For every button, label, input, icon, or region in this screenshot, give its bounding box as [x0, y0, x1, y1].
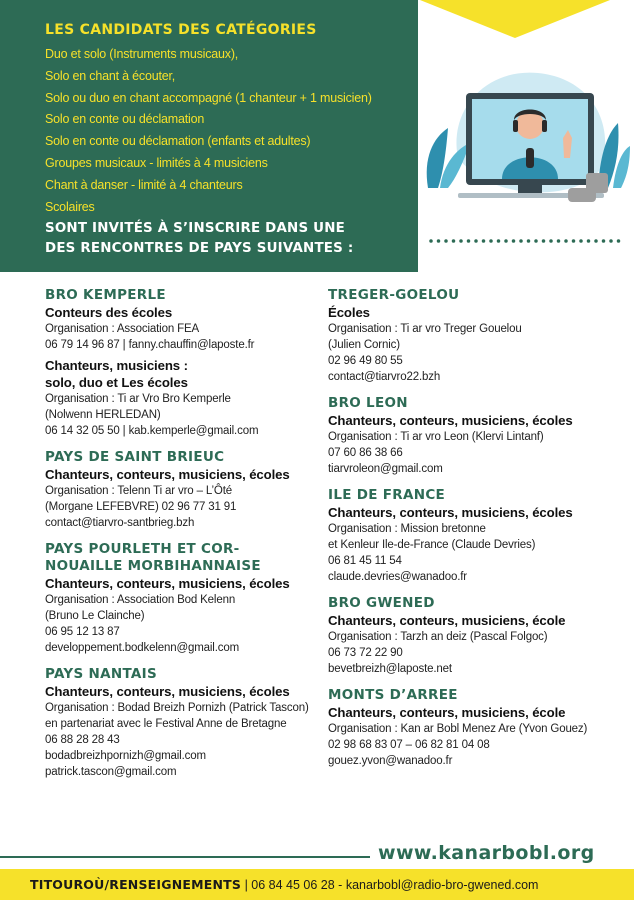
category-heading: Chanteurs, conteurs, musiciens, écoles — [45, 684, 290, 699]
region-block-kemperle — [45, 287, 305, 439]
org-line: (Bruno Le Clainche) — [45, 610, 145, 622]
contact-line: bevetbreizh@laposte.net — [328, 663, 452, 675]
region-block-treger — [328, 287, 618, 385]
contact-line: contact@tiarvro22.bzh — [328, 371, 441, 383]
org-line: Organisation : Tarzh an deiz (Pascal Folgoc) — [328, 631, 548, 643]
contact-line: 06 88 28 28 43 — [45, 734, 120, 746]
invite-line: DES RENCONTRES DE PAYS SUIVANTES : — [45, 241, 354, 257]
region-title: ILE DE FRANCE — [328, 487, 446, 503]
org-line: et Kenleur Ile-de-France (Claude Devries) — [328, 539, 536, 551]
org-line: Organisation : Kan ar Bobl Menez Are (Yvon Gouez) — [328, 723, 588, 735]
category-item: Solo en conte ou déclamation (enfants et adultes) — [45, 134, 311, 149]
contact-line: 02 98 68 83 07 – 06 82 81 04 08 — [328, 739, 490, 751]
contact-line: bodadbreizhpornizh@gmail.com — [45, 750, 206, 762]
region-block-gwened — [328, 595, 618, 677]
region-title: TREGER-GOELOU — [328, 287, 460, 303]
footer-bar — [0, 869, 634, 900]
dotted-separator — [428, 238, 628, 244]
region-title: BRO LEON — [328, 395, 408, 411]
contact-line: 02 96 49 80 55 — [328, 355, 403, 367]
yellow-triangle-decoration — [420, 0, 610, 38]
contact-line: 06 79 14 96 87 | fanny.chauffin@laposte.fr — [45, 339, 255, 351]
org-line: (Julien Cornic) — [328, 339, 400, 351]
contact-line: patrick.tascon@gmail.com — [45, 766, 177, 778]
category-heading: Chanteurs, conteurs, musiciens, école — [328, 613, 566, 628]
left-column — [45, 287, 309, 790]
region-title: NOUAILLE MORBIHANNAISE — [45, 558, 261, 574]
region-block-leon — [328, 395, 618, 477]
categories-title: LES CANDIDATS DES CATÉGORIES — [45, 22, 317, 38]
footer-label: TITOUROÙ/RENSEIGNEMENTS — [30, 877, 242, 892]
contact-line: 06 81 45 11 54 — [328, 555, 402, 567]
region-block-saint-brieuc — [45, 449, 305, 531]
contact-line: 06 95 12 13 87 — [45, 626, 120, 638]
region-title: PAYS DE SAINT BRIEUC — [45, 449, 225, 465]
region-block-nantais — [45, 666, 309, 780]
region-title: PAYS NANTAIS — [45, 666, 158, 682]
region-block-ile-de-france — [328, 487, 618, 585]
person-video-call-illustration — [418, 38, 634, 218]
footer-divider — [0, 856, 370, 858]
invite-line: SONT INVITÉS À S’INSCRIRE DANS UNE — [45, 221, 346, 237]
category-heading: Chanteurs, conteurs, musiciens, écoles — [328, 505, 573, 520]
category-item: Groupes musicaux - limités à 4 musiciens — [45, 155, 268, 170]
region-block-pourleth — [45, 541, 305, 656]
org-line: Organisation : Association Bod Kelenn — [45, 594, 236, 606]
category-item: Solo en conte ou déclamation — [45, 112, 205, 127]
org-line: Organisation : Association FEA — [45, 323, 200, 335]
org-line: Organisation : Telenn Ti ar vro – L’Ôté — [45, 485, 232, 497]
categories-list — [45, 44, 418, 218]
contact-line: gouez.yvon@wanadoo.fr — [328, 755, 453, 767]
contact-line: (Morgane LEFEBVRE) 02 96 77 31 91 — [45, 501, 237, 513]
org-line: Organisation : Ti ar vro Leon (Klervi Lintanf) — [328, 431, 544, 443]
category-item: Duo et solo (Instruments musicaux), — [45, 47, 239, 61]
website-link[interactable]: www.kanarbobl.org — [378, 842, 595, 864]
category-item: Scolaires — [45, 199, 95, 214]
category-heading: Chanteurs, conteurs, musiciens, écoles — [328, 413, 573, 428]
region-title: BRO GWENED — [328, 595, 435, 611]
category-item: Solo ou duo en chant accompagné (1 chanteur + 1 musicien) — [45, 90, 372, 105]
org-line: (Nolwenn HERLEDAN) — [45, 409, 161, 421]
org-line: Organisation : Bodad Breizh Pornizh (Patrick Tascon) — [45, 702, 309, 714]
invite-heading — [45, 219, 418, 259]
contact-line: 06 73 72 22 90 — [328, 647, 403, 659]
category-heading: Chanteurs, musiciens : — [45, 358, 188, 373]
category-heading: Chanteurs, conteurs, musiciens, écoles — [45, 467, 290, 482]
contact-line: claude.devries@wanadoo.fr — [328, 571, 467, 583]
contact-line: contact@tiarvro-santbrieg.bzh — [45, 517, 195, 529]
contact-line: tiarvroleon@gmail.com — [328, 463, 443, 475]
category-heading: Chanteurs, conteurs, musiciens, école — [328, 705, 566, 720]
category-item: Chant à danser - limité à 4 chanteurs — [45, 177, 243, 192]
category-heading: solo, duo et Les écoles — [45, 375, 188, 390]
region-title: BRO KEMPERLE — [45, 287, 166, 303]
contact-line: developpement.bodkelenn@gmail.com — [45, 642, 240, 654]
org-line: en partenariat avec le Festival Anne de Bretagne — [45, 718, 287, 730]
contact-line: 06 14 32 05 50 | kab.kemperle@gmail.com — [45, 425, 259, 437]
contact-line: 07 60 86 38 66 — [328, 447, 403, 459]
org-line: Organisation : Ti ar vro Treger Gouelou — [328, 323, 522, 335]
org-line: Organisation : Ti ar Vro Bro Kemperle — [45, 393, 231, 405]
footer-contact: | 06 84 45 06 28 - kanarbobl@radio-bro-gwened.com — [241, 878, 539, 892]
category-heading: Écoles — [328, 305, 370, 320]
region-block-arree — [328, 687, 618, 769]
region-title: MONTS D’ARREE — [328, 687, 458, 703]
category-heading: Chanteurs, conteurs, musiciens, écoles — [45, 576, 290, 591]
org-line: Organisation : Mission bretonne — [328, 523, 486, 535]
categories-panel — [0, 0, 418, 272]
category-heading: Conteurs des écoles — [45, 305, 173, 320]
category-item: Solo en chant à écouter, — [45, 68, 176, 83]
right-column — [328, 287, 618, 779]
region-title: PAYS POURLETH ET COR- — [45, 541, 240, 557]
